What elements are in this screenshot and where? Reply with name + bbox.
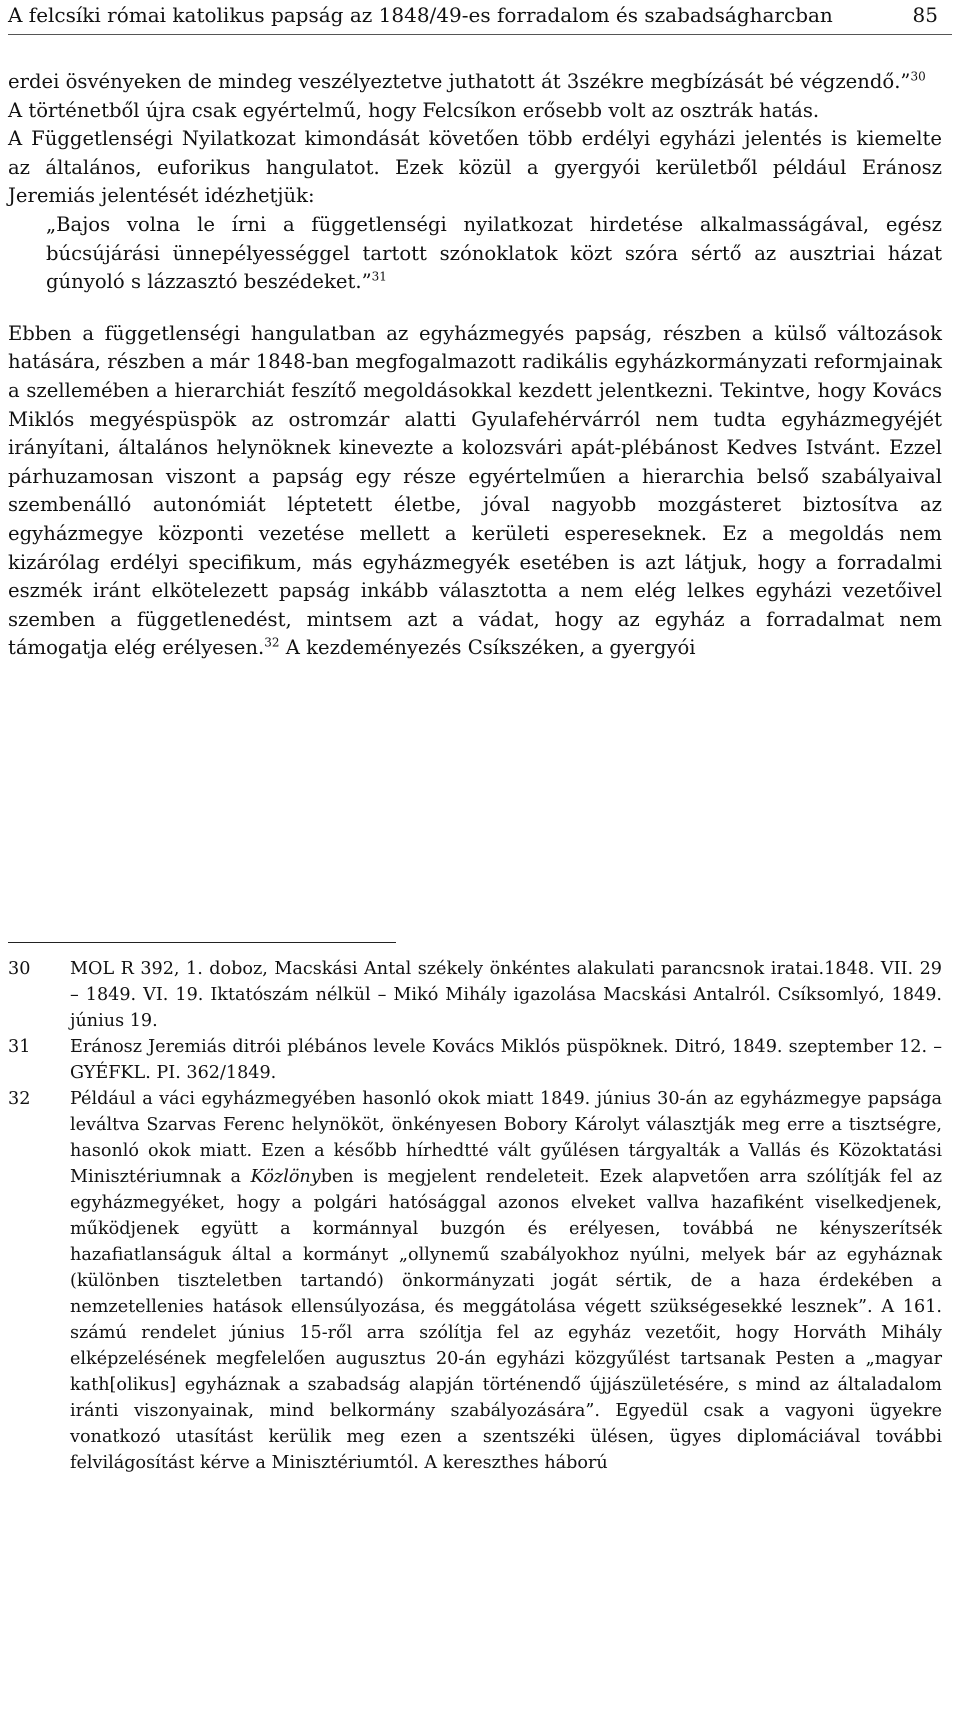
footnote-italic-title: Közlöny xyxy=(250,1167,321,1187)
footnote xyxy=(8,1034,942,1086)
footnote xyxy=(8,1086,942,1476)
footnotes xyxy=(8,956,942,1476)
footnote-ref: 31 xyxy=(371,269,387,284)
footnote-ref: 32 xyxy=(264,635,280,650)
footnote-text: Eránosz Jeremiás ditrói plébános levele Kovács Miklós püspöknek. Ditró, 1849. szeptember 12. – GYÉFKL. PI. 362/1849. xyxy=(70,1037,942,1083)
quote-text: „Bajos volna le írni a függetlenségi nyilatkozat hirdetése alkalmasságával, egész búcsújárási ünnepélyességgel tartott szónoklatok közt szóra sértő az ausztriai házat gúnyoló s lázzasztó beszédeket.” xyxy=(46,212,942,294)
paragraph-text: erdei ösvényeken de mindeg veszélyeztetve juthatott át 3székre megbízását bé végzendő.” xyxy=(8,70,911,93)
footnote-number: 32 xyxy=(8,1089,31,1109)
footnote xyxy=(8,956,942,1034)
running-title: A felcsíki római katolikus papság az 1848/49-es forradalom és szabadságharcban xyxy=(8,3,833,27)
paragraph xyxy=(8,320,942,663)
paragraph-text: A történetből újra csak egyértelmű, hogy Felcsíkon erősebb volt az osztrák hatás. xyxy=(8,98,820,122)
header-rule xyxy=(8,34,952,35)
block-quote xyxy=(8,211,942,297)
footnote-text: ben is megjelent rendeleteit. Ezek alapvetően arra szólítják fel az egyházmegyéket, hogy a polgári hatósággal azonos elveket vallva hazafiként viselkedjenek, működjenek együtt a kormánnyal buzgón és erélyesen, továbbá ne kényszerítsék hazafiatlanságuk által a kormányt „ollynemű szabályokhoz nyúlni, melyek bár az egyháznak (különben tiszteletben tartandó) önkormányzati jogát sértik, de a haza érdekében a nemzetellenies hatások ellensúlyozása, és meggátolása végett szükségesekké lesznek”. A 161. számú rendelet június 15-ről arra szólítja fel az egyház vezetőit, hogy Horváth Mihály elképzelésének megfelelően augusztus 20-án egyházi közgyűlést tartsanak Pesten a „magyar kath[olikus] egyháznak a szabadság alapján történendő újjászületésére, s mind az általadalom iránti viszonyainak, mind belkormány szabályozására”. Egyedül csak a vagyoni ügyekre vonatkozó utasítást kerülik meg ezen a szentszéki ülésen, ügyes diplomáciával további felvilágosítást kérve a Minisztériumtól. A kereszthes háború xyxy=(70,1167,942,1473)
page-number: 85 xyxy=(912,3,938,27)
footnote-number: 30 xyxy=(8,959,31,979)
body-text xyxy=(8,68,942,663)
footnote-text: Például a váci egyházmegyében hasonló okok miatt 1849. június 30-án az egyházmegye papsága leváltva Szarvas Ferenc helynököt, önkényesen Bobory Károlyt választják meg erre a tisztségre, hasonló okok miatt. Ezen a később hírhedtté vált gyűlésen tárgyalták a Vallás és Közoktatási Minisztériumnak a xyxy=(70,1089,942,1187)
footnote-ref: 30 xyxy=(910,69,926,84)
footnote-text: MOL R 392, 1. doboz, Macskási Antal székely önkéntes alakulati parancsnok iratai.1848. VII. 29 – 1849. VI. 19. Iktatószám nélkül – Mikó Mihály igazolása Macskási Antalról. Csíksomlyó, 1849. június 19. xyxy=(70,959,942,1031)
page-header xyxy=(8,0,952,28)
paragraph xyxy=(8,125,942,211)
paragraph-text: A Függetlenségi Nyilatkozat kimondását követően több erdélyi egyházi jelentés is kiemelte az általános, euforikus hangulatot. Ezek közül a gyergyói kerületből például Eránosz Jeremiás jelentését idézhetjük: xyxy=(8,127,942,208)
paragraph xyxy=(8,68,942,97)
paragraph-text: A kezdeményezés Csíkszéken, a gyergyói xyxy=(279,636,696,660)
paragraph-text: Ebben a függetlenségi hangulatban az egyházmegyés papság, részben a külső változások hatására, részben a már 1848-ban megfogalmazott radikális egyházkormányzati reformjainak a szellemében a hierarchiát feszítő megoldásokkal kezdett jelentkezni. Tekintve, hogy Kovács Miklós megyéspüspök az ostromzár alatti Gyulafehérvárról nem tudta egyházmegyéjét irányítani, általános helynöknek kinevezte a kolozsvári apát-plébánost Kedves Istvánt. Ezzel párhuzamosan viszont a papság egy része egyértelműen a hierarchia belső szabályaival szembenálló autonómiát léptetett életbe, jóval nagyobb mozgásteret biztosítva az egyházmegye központi vezetése mellett a kerületi espereseknek. Ez a megoldás nem kizárólag erdélyi specifikum, más egyházmegyék esetében is azt látjuk, hogy a forradalmi eszmék iránt elkötelezett papság inkább választotta a nem elég lelkes egyházi vezetőivel szemben a függetlenedést, mintsem azt a vádat, hogy az egyház a forradalmat nem támogatja elég erélyesen. xyxy=(8,321,942,660)
paragraph xyxy=(8,97,942,126)
footnote-separator xyxy=(8,942,396,943)
footnote-number: 31 xyxy=(8,1037,31,1057)
